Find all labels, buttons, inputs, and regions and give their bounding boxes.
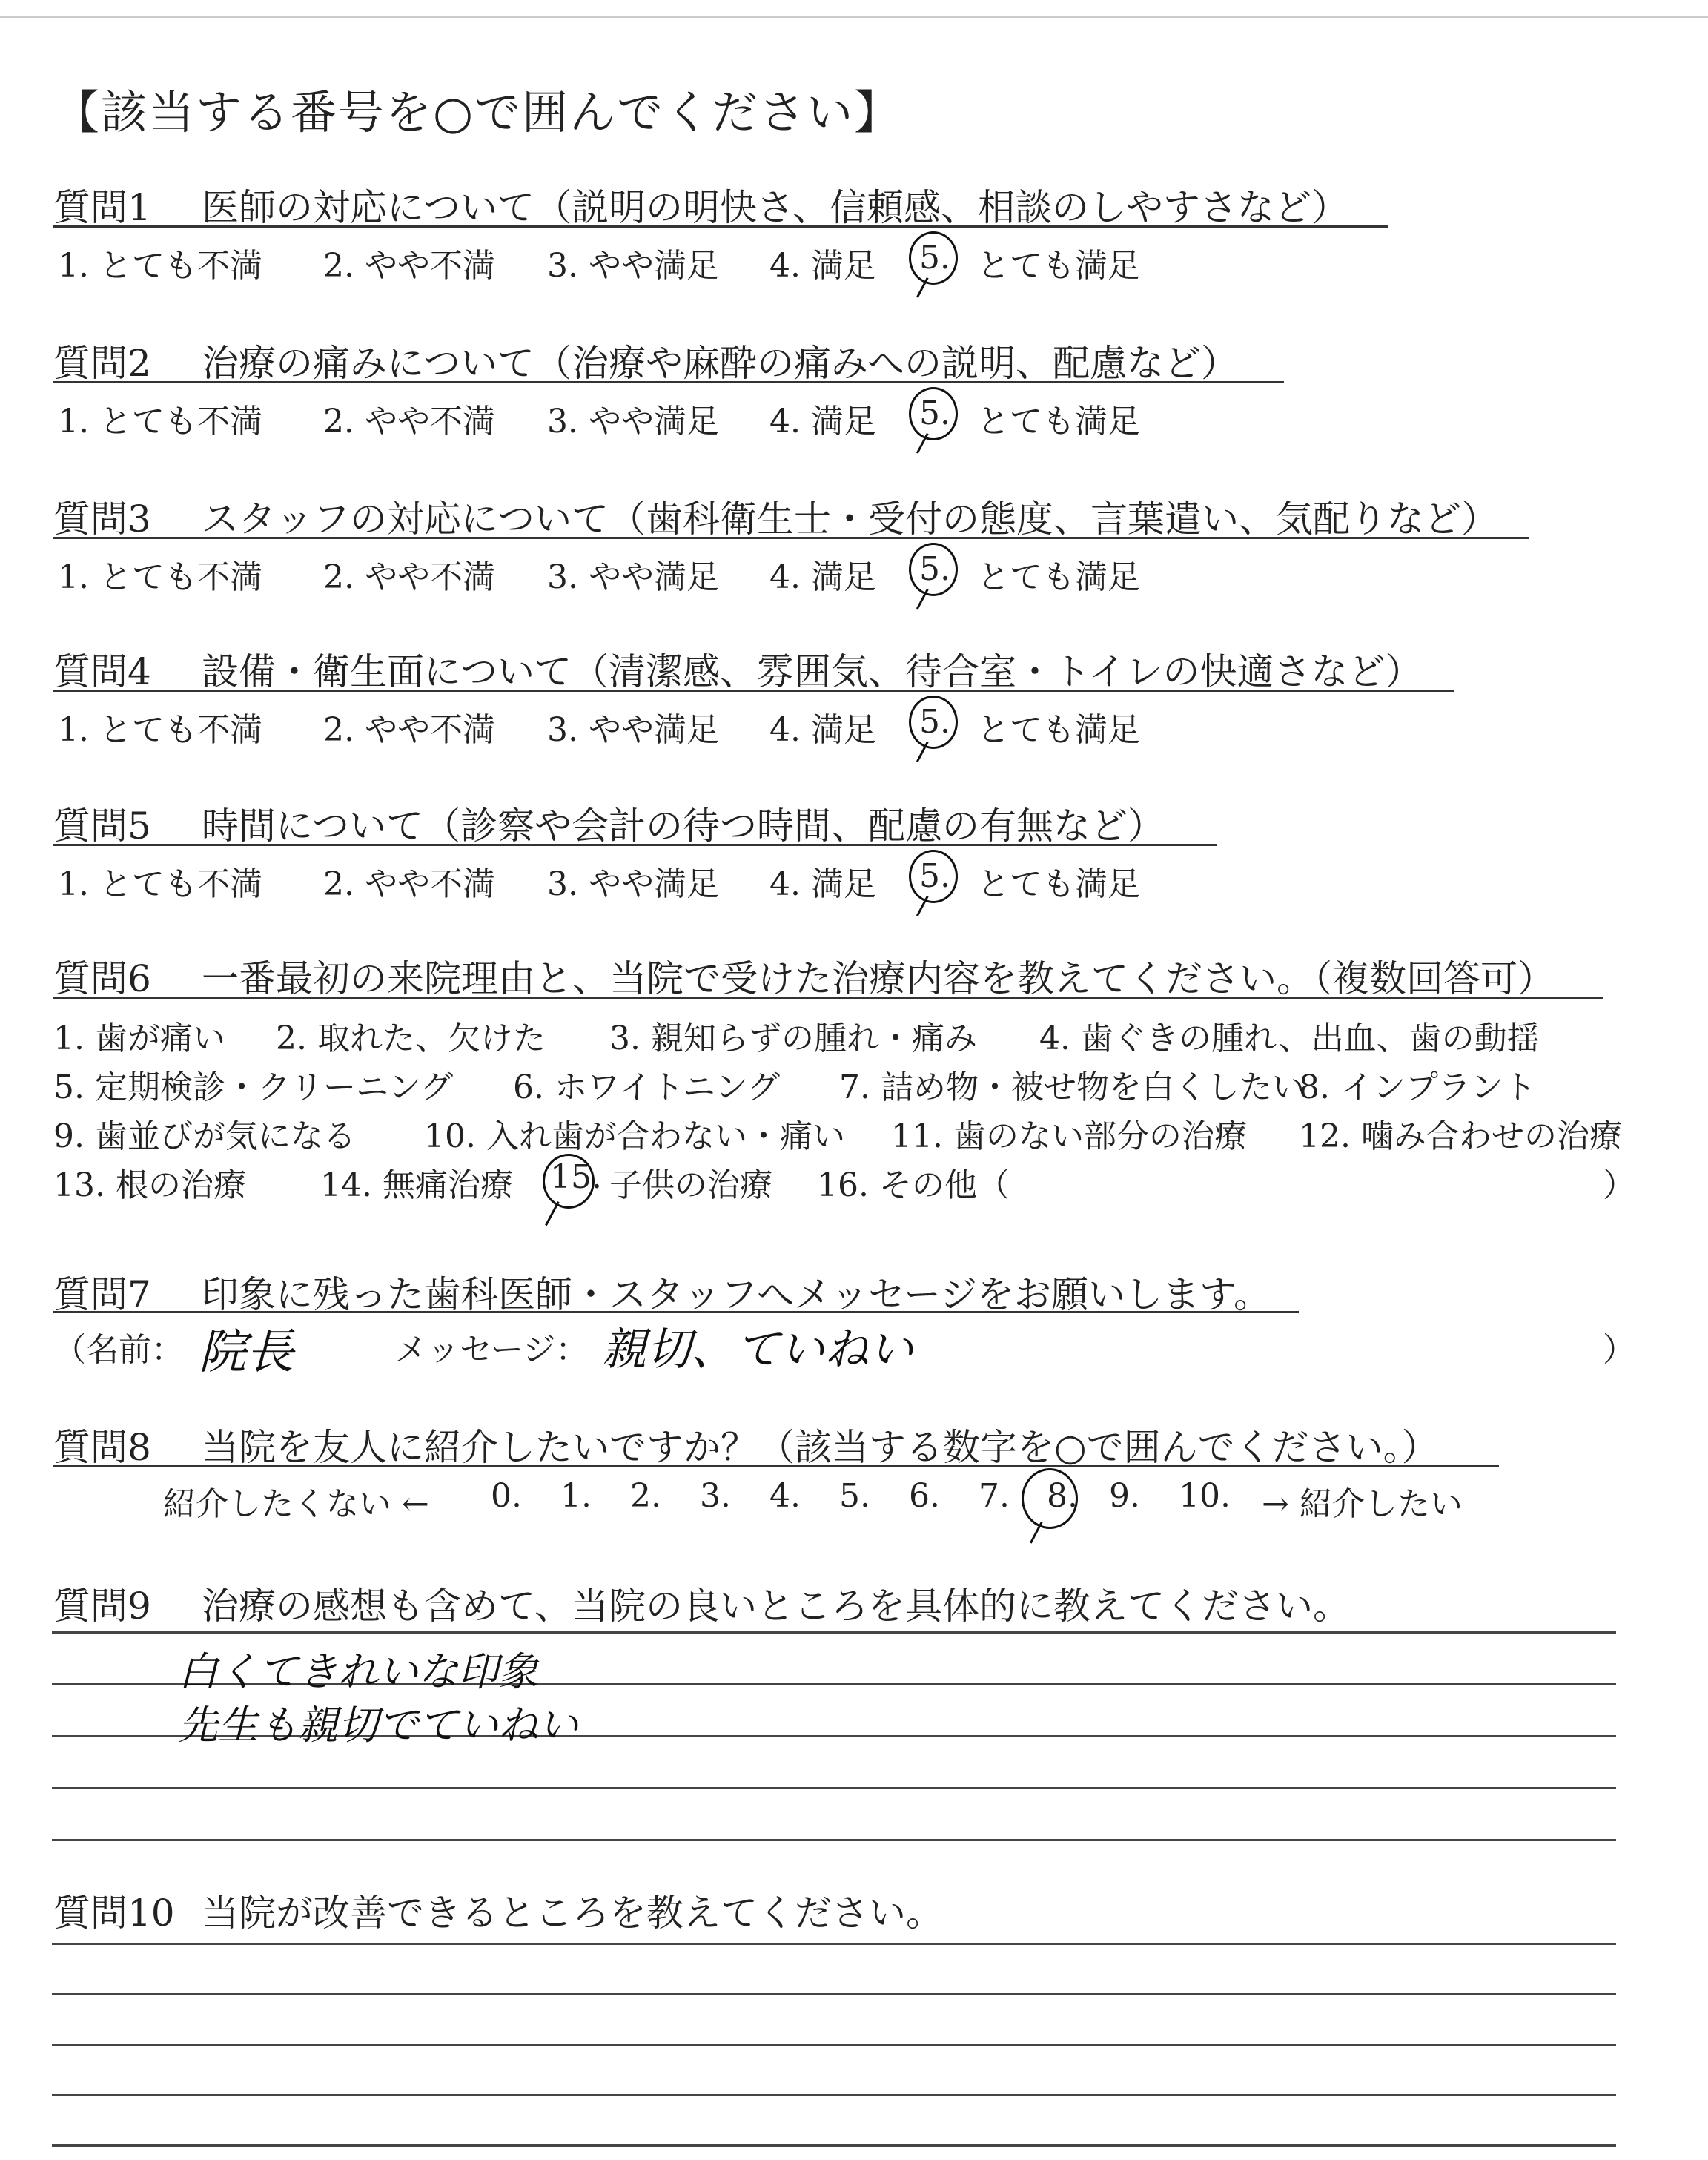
q3-option-selected[interactable]: 5. (919, 550, 950, 588)
q10-number: 質問10 (53, 1892, 175, 1935)
q2-option[interactable]: 3. やや満足 (547, 403, 719, 440)
q2-number: 質問2 (53, 342, 151, 385)
q7-number: 質問7 (53, 1273, 151, 1316)
q6-options (53, 1011, 1655, 1234)
q5-option-selected[interactable]: 5. (919, 857, 950, 895)
q3-option[interactable]: 2. やや不満 (323, 558, 495, 596)
q3-option[interactable]: とても満足 (977, 558, 1140, 596)
q2-option[interactable]: 1. とても不満 (58, 403, 262, 440)
q1-option[interactable]: 3. やや満足 (547, 247, 719, 285)
q2-option[interactable]: 2. やや不満 (323, 403, 495, 440)
q4-underline (53, 690, 1454, 692)
q9-answer-text-line[interactable]: 白くてきれいな印象 (178, 1648, 538, 1695)
q7-close-paren: ） (1603, 1331, 1635, 1369)
q2-underline (53, 381, 1284, 383)
q8-text: 当院を友人に紹介したいですか？（該当する数字を○で囲んでください。） (202, 1426, 1439, 1469)
q6-option[interactable]: 1. 歯が痛い (53, 1020, 225, 1057)
q5-heading (53, 796, 1165, 850)
q2-selection-circle (909, 387, 958, 440)
q7-message-value[interactable]: 親切、ていねい (602, 1324, 913, 1375)
q6-option-selected[interactable]: 15. (550, 1158, 602, 1196)
q8-scale-0[interactable]: 0. (491, 1477, 522, 1515)
q8-scale-5[interactable]: 5. (839, 1477, 870, 1515)
q3-text: スタッフの対応について（歯科衛生士・受付の態度、言葉遣い、気配りなど） (202, 498, 1498, 541)
q6-text: 一番最初の来院理由と、当院で受けた治療内容を教えてください。（複数回答可） (202, 957, 1555, 1000)
q10-answer-line (52, 1993, 1616, 1995)
q9-answer-line (52, 1839, 1616, 1841)
q7-underline (53, 1311, 1299, 1313)
q3-option[interactable]: 4. 満足 (769, 558, 876, 596)
q4-options (58, 703, 1244, 747)
q9-answer-text-line[interactable]: 先生も親切でていねい (178, 1702, 578, 1748)
q8-scale-8[interactable]: 8. (1047, 1477, 1078, 1515)
q2-options (58, 394, 1244, 439)
q6-option[interactable]: 7. 詰め物・被せ物を白くしたい (839, 1069, 1305, 1106)
q4-text: 設備・衛生面について（清潔感、雰囲気、待合室・トイレの快適さなど） (202, 650, 1423, 693)
q8-scale-2[interactable]: 2. (630, 1477, 661, 1515)
q9-text: 治療の感想も含めて、当院の良いところを具体的に教えてください。 (202, 1585, 1350, 1628)
q4-option[interactable]: 1. とても不満 (58, 711, 262, 749)
q5-text: 時間について（診察や会計の待つ時間、配慮の有無など） (202, 805, 1165, 848)
q6-option[interactable]: 9. 歯並びが気になる (53, 1117, 356, 1155)
q1-option[interactable]: とても満足 (977, 247, 1140, 285)
q2-option-selected[interactable]: 5. (919, 394, 950, 432)
q7-message-label: メッセージ： (394, 1331, 589, 1369)
q3-heading (53, 489, 1498, 543)
q8-scale-9[interactable]: 9. (1109, 1477, 1140, 1515)
page-top-edge (0, 16, 1708, 18)
q1-option[interactable]: 4. 満足 (769, 247, 876, 285)
q6-option[interactable]: 11. 歯のない部分の治療 (891, 1117, 1247, 1155)
q6-selection-circle (543, 1154, 595, 1209)
q4-option[interactable]: 2. やや不満 (323, 711, 495, 749)
q8-scale-4[interactable]: 4. (769, 1477, 801, 1515)
q10-answer-line (52, 2094, 1616, 2096)
q2-heading (53, 334, 1238, 387)
q6-option[interactable]: 8. インプラント (1299, 1069, 1536, 1106)
q6-option[interactable]: 3. 親知らずの腫れ・痛み (609, 1020, 977, 1057)
q3-number: 質問3 (53, 498, 151, 541)
q6-option[interactable]: 子供の治療 (609, 1166, 772, 1204)
q5-option[interactable]: 1. とても不満 (58, 865, 262, 903)
q9-number: 質問9 (53, 1585, 151, 1628)
q10-heading (53, 1883, 943, 1937)
q8-scale-7[interactable]: 7. (979, 1477, 1010, 1515)
q10-answer-line (52, 1943, 1616, 1945)
q1-option[interactable]: 2. やや不満 (323, 247, 495, 285)
q4-option[interactable]: 4. 満足 (769, 711, 876, 749)
q2-text: 治療の痛みについて（治療や麻酔の痛みへの説明、配慮など） (202, 342, 1238, 385)
q1-options (58, 239, 1244, 283)
q6-option[interactable]: 14. 無痛治療 (320, 1166, 513, 1204)
q3-options (58, 550, 1244, 595)
q4-heading (53, 642, 1423, 696)
q1-number: 質問1 (53, 186, 151, 229)
q4-selection-circle (909, 696, 958, 749)
q8-underline (53, 1465, 1499, 1467)
q6-option[interactable]: 10. 入れ歯が合わない・痛い (424, 1117, 845, 1155)
q9-heading (53, 1576, 1350, 1630)
q5-underline (53, 844, 1217, 846)
q4-option-selected[interactable]: 5. (919, 703, 950, 741)
q9-answer-line (52, 1787, 1616, 1789)
q8-scale-10[interactable]: 10. (1179, 1477, 1231, 1515)
q6-underline (53, 997, 1603, 999)
q3-selection-circle (909, 543, 958, 596)
q4-option[interactable]: 3. やや満足 (547, 711, 719, 749)
q8-right-label: → 紹介したい (1262, 1485, 1463, 1523)
q8-heading (53, 1418, 1439, 1471)
q1-option[interactable]: 1. とても不満 (58, 247, 262, 285)
q5-option[interactable]: 3. やや満足 (547, 865, 719, 903)
q10-text: 当院が改善できるところを教えてください。 (202, 1892, 943, 1935)
q7-answer-row (53, 1320, 1655, 1379)
q5-number: 質問5 (53, 805, 151, 848)
q6-option[interactable]: 12. 噛み合わせの治療 (1299, 1117, 1622, 1155)
q1-option-selected[interactable]: 5. (919, 239, 950, 277)
q9-answer-line (52, 1631, 1616, 1634)
q8-scale (53, 1477, 1655, 1529)
q1-selection-circle (909, 231, 958, 285)
q5-option[interactable]: とても満足 (977, 865, 1140, 903)
q6-heading (53, 949, 1555, 1003)
q5-option[interactable]: 2. やや不満 (323, 865, 495, 903)
q8-scale-6[interactable]: 6. (909, 1477, 940, 1515)
q6-option-other[interactable]: 16. その他（ (817, 1166, 1010, 1204)
q6-option[interactable]: 2. 取れた、欠けた (276, 1020, 546, 1057)
q8-number: 質問8 (53, 1426, 151, 1469)
q6-option[interactable]: 6. ホワイトニング (513, 1069, 781, 1106)
q7-text: 印象に残った歯科医師・スタッフへメッセージをお願いします。 (202, 1273, 1271, 1316)
q6-option[interactable]: 5. 定期検診・クリーニング (53, 1069, 454, 1106)
q5-option[interactable]: 4. 満足 (769, 865, 876, 903)
q1-text: 医師の対応について（説明の明快さ、信頼感、相談のしやすさなど） (202, 186, 1348, 229)
q2-option[interactable]: とても満足 (977, 403, 1140, 440)
q3-underline (53, 537, 1529, 539)
q6-number: 質問6 (53, 957, 151, 1000)
q6-option[interactable]: 4. 歯ぐきの腫れ、出血、歯の動揺 (1039, 1020, 1540, 1057)
form-title: 【該当する番号を○で囲んでください】 (53, 85, 902, 139)
q5-selection-circle (909, 850, 958, 903)
q8-left-label: 紹介したくない ← (163, 1485, 429, 1523)
q8-selection-circle (1022, 1468, 1078, 1529)
q7-name-label: （名前： (53, 1331, 184, 1369)
q10-answer-line (52, 2144, 1616, 2147)
q7-name-value[interactable]: 院長 (199, 1325, 294, 1380)
q4-option[interactable]: とても満足 (977, 711, 1140, 749)
q1-underline (53, 225, 1388, 228)
q3-option[interactable]: 1. とても不満 (58, 558, 262, 596)
q10-answer-line (52, 2044, 1616, 2046)
q6-other-close: ） (1603, 1166, 1635, 1204)
q8-scale-3[interactable]: 3. (700, 1477, 731, 1515)
q5-options (58, 857, 1244, 902)
q6-option[interactable]: 13. 根の治療 (53, 1166, 246, 1204)
q8-scale-1[interactable]: 1. (560, 1477, 592, 1515)
q4-number: 質問4 (53, 650, 151, 693)
q1-heading (53, 178, 1348, 231)
q3-option[interactable]: 3. やや満足 (547, 558, 719, 596)
q2-option[interactable]: 4. 満足 (769, 403, 876, 440)
